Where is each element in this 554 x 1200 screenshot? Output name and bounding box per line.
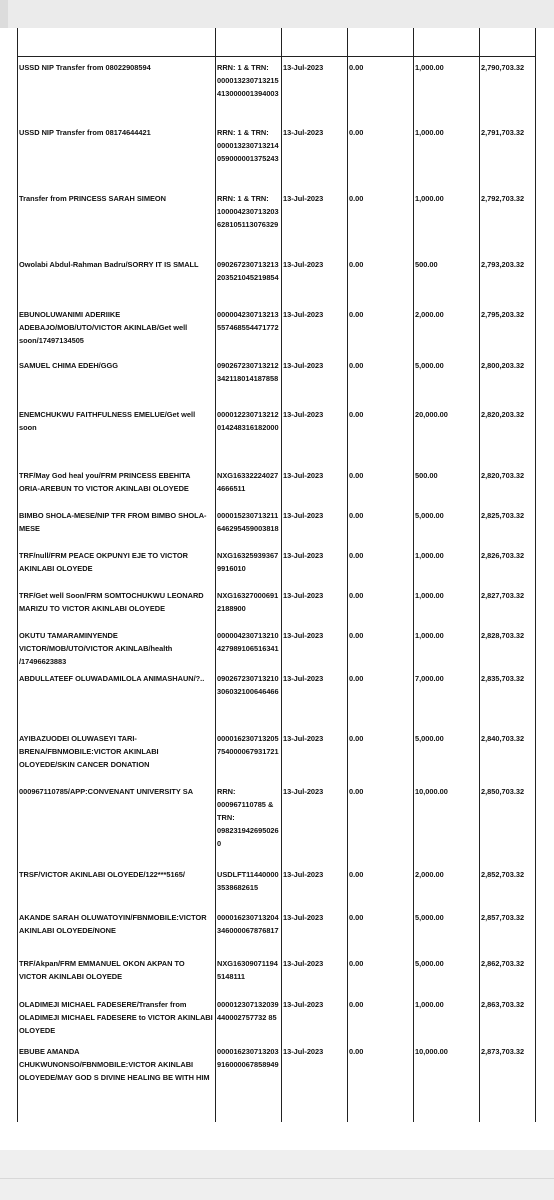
transaction-debit: 0.00	[349, 410, 364, 419]
column-divider	[535, 28, 536, 1122]
transaction-description: OKUTU TAMARAMINYENDE VICTOR/MOB/UTO/VICTOR AKINLAB/health /17496623883	[19, 631, 173, 666]
transaction-reference: RRN: 1 & TRN: 100004230713203628105113076329	[217, 194, 279, 229]
transaction-description: ABDULLATEEF OLUWADAMILOLA ANIMASHAUN/?..	[19, 674, 205, 683]
transaction-date: 13-Jul-2023	[283, 1047, 324, 1056]
transaction-balance: 2,825,703.32	[481, 511, 525, 520]
transaction-credit: 500.00	[415, 471, 438, 480]
transaction-description: Owolabi Abdul-Rahman Badru/SORRY IT IS SMALL	[19, 260, 199, 269]
transaction-debit: 0.00	[349, 63, 364, 72]
bottom-gray-bar	[0, 1150, 554, 1200]
transaction-credit: 10,000.00	[415, 787, 448, 796]
transaction-balance: 2,800,203.32	[481, 361, 525, 370]
transaction-credit: 5,000.00	[415, 734, 444, 743]
transaction-credit: 1,000.00	[415, 63, 444, 72]
transaction-date: 13-Jul-2023	[283, 591, 324, 600]
transaction-date: 13-Jul-2023	[283, 959, 324, 968]
table-row	[17, 1041, 535, 1133]
table-row	[17, 404, 535, 465]
transaction-debit: 0.00	[349, 551, 364, 560]
transaction-balance: 2,852,703.32	[481, 870, 525, 879]
transaction-debit: 0.00	[349, 471, 364, 480]
transaction-credit: 1,000.00	[415, 551, 444, 560]
transaction-reference: NXG163270006912188900	[217, 591, 279, 613]
transaction-reference: 090267230713210306032100646466	[217, 674, 279, 696]
top-gray-bar	[0, 0, 554, 28]
transaction-reference: RRN: 000967110785 & TRN: 0982319426950260	[217, 787, 279, 848]
transaction-reference: 000016230713205754000067931721	[217, 734, 279, 756]
transaction-reference: 000016230713203916000067858949	[217, 1047, 279, 1069]
transaction-balance: 2,863,703.32	[481, 1000, 525, 1009]
table-row	[17, 781, 535, 864]
transaction-credit: 5,000.00	[415, 913, 444, 922]
transaction-description: ENEMCHUKWU FAITHFULNESS EMELUE/Get well soon	[19, 410, 196, 432]
transaction-debit: 0.00	[349, 128, 364, 137]
transaction-debit: 0.00	[349, 870, 364, 879]
transaction-balance: 2,835,703.32	[481, 674, 525, 683]
transaction-credit: 5,000.00	[415, 959, 444, 968]
transaction-credit: 500.00	[415, 260, 438, 269]
table-row	[17, 188, 535, 254]
transaction-description: 000967110785/APP:CONVENANT UNIVERSITY SA	[19, 787, 194, 796]
transaction-reference: NXG163259393679916010	[217, 551, 279, 573]
transaction-date: 13-Jul-2023	[283, 913, 324, 922]
transaction-description: Transfer from PRINCESS SARAH SIMEON	[19, 194, 167, 203]
transaction-date: 13-Jul-2023	[283, 631, 324, 640]
transactions-body	[17, 57, 535, 1133]
table-row	[17, 57, 535, 122]
transaction-reference: 000016230713204346000067876817	[217, 913, 279, 935]
table-row	[17, 585, 535, 625]
transaction-description: USSD NIP Transfer from 08174644421	[19, 128, 151, 137]
transaction-date: 13-Jul-2023	[283, 410, 324, 419]
table-row	[17, 355, 535, 404]
table-row	[17, 668, 535, 728]
table-row	[17, 254, 535, 304]
transaction-credit: 20,000.00	[415, 410, 448, 419]
transaction-date: 13-Jul-2023	[283, 63, 324, 72]
transaction-credit: 1,000.00	[415, 1000, 444, 1009]
transaction-reference: 000015230713211646295459003818	[217, 511, 279, 533]
transaction-date: 13-Jul-2023	[283, 310, 324, 319]
table-row	[17, 728, 535, 781]
transaction-description: TRF/null/FRM PEACE OKPUNYI EJE TO VICTOR AKINLABI OLOYEDE	[19, 551, 188, 573]
top-bar-edge	[0, 0, 8, 28]
transaction-credit: 2,000.00	[415, 870, 444, 879]
table-row	[17, 505, 535, 545]
transaction-credit: 10,000.00	[415, 1047, 448, 1056]
transaction-description: TRF/Get well Soon/FRM SOMTOCHUKWU LEONARD MARIZU TO VICTOR AKINLABI OLOYEDE	[19, 591, 204, 613]
transaction-reference: 000004230713210427989106516341	[217, 631, 279, 653]
transaction-description: BIMBO SHOLA-MESE/NIP TFR FROM BIMBO SHOLA-MESE	[19, 511, 207, 533]
transaction-credit: 5,000.00	[415, 361, 444, 370]
transaction-debit: 0.00	[349, 674, 364, 683]
table-row	[17, 864, 535, 907]
table-row	[17, 304, 535, 355]
transactions-table	[17, 57, 535, 1133]
transaction-date: 13-Jul-2023	[283, 870, 324, 879]
transaction-debit: 0.00	[349, 913, 364, 922]
transaction-date: 13-Jul-2023	[283, 511, 324, 520]
transaction-balance: 2,873,703.32	[481, 1047, 525, 1056]
transaction-balance: 2,850,703.32	[481, 787, 525, 796]
transaction-reference: RRN: 1 & TRN: 000013230713214059000001375243	[217, 128, 279, 163]
table-row	[17, 545, 535, 585]
transaction-credit: 5,000.00	[415, 511, 444, 520]
transaction-description: SAMUEL CHIMA EDEH/GGG	[19, 361, 118, 370]
transaction-reference: RRN: 1 & TRN: 000013230713215413000001394003	[217, 63, 279, 98]
transaction-balance: 2,792,703.32	[481, 194, 525, 203]
transaction-reference: USDLFT114400003538682615	[217, 870, 279, 892]
transaction-reference: 090267230713212342118014187858	[217, 361, 279, 383]
transaction-credit: 2,000.00	[415, 310, 444, 319]
transaction-balance: 2,791,703.32	[481, 128, 525, 137]
transaction-debit: 0.00	[349, 631, 364, 640]
transaction-date: 13-Jul-2023	[283, 260, 324, 269]
transaction-reference: NXG163090711945148111	[217, 959, 278, 981]
transaction-description: AKANDE SARAH OLUWATOYIN/FBNMOBILE:VICTOR AKINLABI OLOYEDE/NONE	[19, 913, 207, 935]
table-row	[17, 907, 535, 953]
transaction-debit: 0.00	[349, 787, 364, 796]
transaction-reference: 090267230713213203521045219854	[217, 260, 279, 282]
transaction-balance: 2,826,703.32	[481, 551, 525, 560]
transaction-balance: 2,862,703.32	[481, 959, 525, 968]
transaction-reference: NXG163322240274666511	[217, 471, 279, 493]
transaction-description: TRF/May God heal you/FRM PRINCESS EBEHITA ORIA-AREBUN TO VICTOR AKINLABI OLOYEDE	[19, 471, 191, 493]
transaction-balance: 2,840,703.32	[481, 734, 525, 743]
transaction-date: 13-Jul-2023	[283, 787, 324, 796]
transaction-date: 13-Jul-2023	[283, 1000, 324, 1009]
transaction-reference: 000004230713213557468554471772	[217, 310, 279, 332]
transaction-date: 13-Jul-2023	[283, 128, 324, 137]
transaction-debit: 0.00	[349, 511, 364, 520]
transaction-balance: 2,820,203.32	[481, 410, 525, 419]
transaction-balance: 2,793,203.32	[481, 260, 525, 269]
bottom-divider	[0, 1178, 554, 1179]
transaction-description: EBUNOLUWANIMI ADERIIKE ADEBAJO/MOB/UTO/VICTOR AKINLAB/Get well soon/17497134505	[19, 310, 188, 345]
table-row	[17, 625, 535, 668]
transaction-debit: 0.00	[349, 194, 364, 203]
transaction-credit: 1,000.00	[415, 591, 444, 600]
transaction-credit: 7,000.00	[415, 674, 444, 683]
transaction-description: TRSF/VICTOR AKINLABI OLOYEDE/122***5165/	[19, 870, 185, 879]
transaction-credit: 1,000.00	[415, 128, 444, 137]
transaction-description: AYIBAZUODEI OLUWASEYI TARI-BRENA/FBNMOBILE:VICTOR AKINLABI OLOYEDE/SKIN CANCER DONATION	[19, 734, 159, 769]
table-row	[17, 465, 535, 505]
transaction-debit: 0.00	[349, 959, 364, 968]
transaction-debit: 0.00	[349, 310, 364, 319]
transaction-balance: 2,857,703.32	[481, 913, 525, 922]
transaction-balance: 2,828,703.32	[481, 631, 525, 640]
transaction-date: 13-Jul-2023	[283, 471, 324, 480]
transaction-debit: 0.00	[349, 260, 364, 269]
transaction-balance: 2,795,203.32	[481, 310, 525, 319]
table-row	[17, 122, 535, 188]
transaction-date: 13-Jul-2023	[283, 674, 324, 683]
transaction-debit: 0.00	[349, 734, 364, 743]
transaction-date: 13-Jul-2023	[283, 361, 324, 370]
transaction-debit: 0.00	[349, 361, 364, 370]
transaction-balance: 2,827,703.32	[481, 591, 525, 600]
transaction-description: TRF/Akpan/FRM EMMANUEL OKON AKPAN TO VICTOR AKINLABI OLOYEDE	[19, 959, 185, 981]
transaction-debit: 0.00	[349, 591, 364, 600]
transaction-credit: 1,000.00	[415, 194, 444, 203]
transaction-debit: 0.00	[349, 1047, 364, 1056]
transaction-reference: 000012307132039440002757732 85	[217, 1000, 279, 1022]
transaction-description: EBUBE AMANDA CHUKWUNONSO/FBNMOBILE:VICTOR AKINLABI OLOYEDE/MAY GOD S DIVINE HEALING BE WITH HIM	[19, 1047, 210, 1082]
table-row	[17, 994, 535, 1041]
table-row	[17, 953, 535, 994]
transaction-balance: 2,820,703.32	[481, 471, 525, 480]
transaction-balance: 2,790,703.32	[481, 63, 525, 72]
transaction-date: 13-Jul-2023	[283, 734, 324, 743]
transaction-reference: 000012230713212014248316182000	[217, 410, 279, 432]
transaction-description: OLADIMEJI MICHAEL FADESERE/Transfer from OLADIMEJI MICHAEL FADESERE to VICTOR AKINLABI OLOYEDE	[19, 1000, 213, 1035]
transaction-date: 13-Jul-2023	[283, 551, 324, 560]
transaction-description: USSD NIP Transfer from 08022908594	[19, 63, 151, 72]
transaction-debit: 0.00	[349, 1000, 364, 1009]
transaction-credit: 1,000.00	[415, 631, 444, 640]
transaction-date: 13-Jul-2023	[283, 194, 324, 203]
